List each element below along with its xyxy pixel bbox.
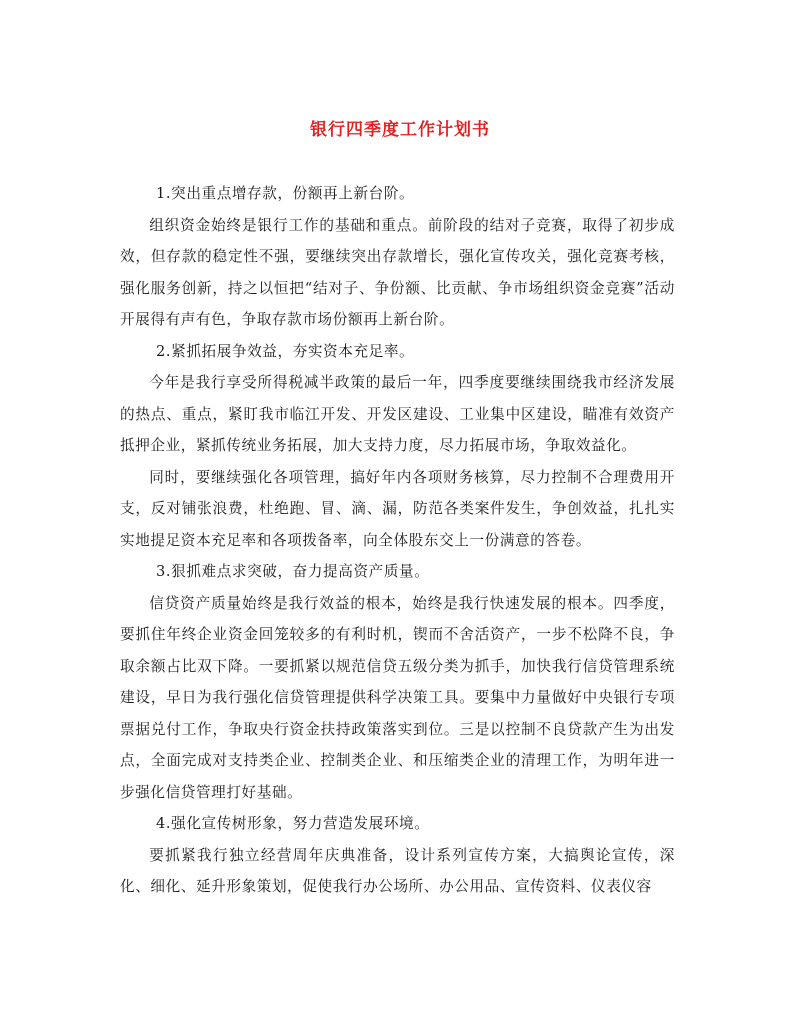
section-heading-1: 1.突出重点增存款，份额再上新台阶。: [156, 185, 415, 202]
paragraph-3: 同时，要继续强化各项管理，搞好年内各项财务核算，尽力控制不合理费用开支，反对铺张浪费，杜绝跑、冒、滴、漏，防范各类案件发生，争创效益，扎扎实实地提足资本充足率和各项拨备率，向全体股东交上一份满意的答卷。: [120, 468, 675, 549]
section-heading-4: 4.强化宣传树形象，努力营造发展环境。: [156, 815, 430, 832]
paragraph-5: 要抓紧我行独立经营周年庆典准备，设计系列宣传方案，大搞舆论宣传，深化、细化、延升形象策划，促使我行办公场所、办公用品、宣传资料、仪表仪容: [120, 846, 675, 895]
document-body: [120, 178, 675, 903]
paragraph-1: 组织资金始终是银行工作的基础和重点。前阶段的结对子竞赛，取得了初步成效，但存款的稳定性不强，要继续突出存款增长，强化宣传攻关，强化竞赛考核，强化服务创新，持之以恒把“结对子、争份额、比贡献、争市场组织资金竞赛”活动开展得有声有色，争取存款市场份额再上新台阶。: [120, 216, 675, 328]
paragraph-2: 今年是我行享受所得税减半政策的最后一年，四季度要继续围绕我市经济发展的热点、重点，紧盯我市临江开发、开发区建设、工业集中区建设，瞄准有效资产抵押企业，紧抓传统业务拓展，加大支持力度，尽力拓展市场，争取效益化。: [120, 374, 675, 454]
section-heading-3: 3.狠抓难点求突破，奋力提高资产质量。: [156, 563, 430, 580]
document-title: 银行四季度工作计划书: [310, 120, 490, 140]
section-heading-2: 2.紧抓拓展争效益，夯实资本充足率。: [156, 342, 415, 360]
paragraph-4: 信贷资产质量始终是我行效益的根本，始终是我行快速发展的根本。四季度，要抓住年终企业资金回笼较多的有利时机，锲而不舍活资产，一步不松降不良，争取余额占比双下降。一要抓紧以规范信贷五级分类为抓手，加快我行信贷管理系统建设，早日为我行强化信贷管理提供科学决策工具。要集中力量做好中央银行专项票据兑付工作，争取央行资金扶持政策落实到位。三是以控制不良贷款产生为出发点，全面完成对支持类企业、控制类企业、和压缩类企业的清理工作，为明年进一步强化信贷管理打好基础。: [120, 594, 675, 801]
